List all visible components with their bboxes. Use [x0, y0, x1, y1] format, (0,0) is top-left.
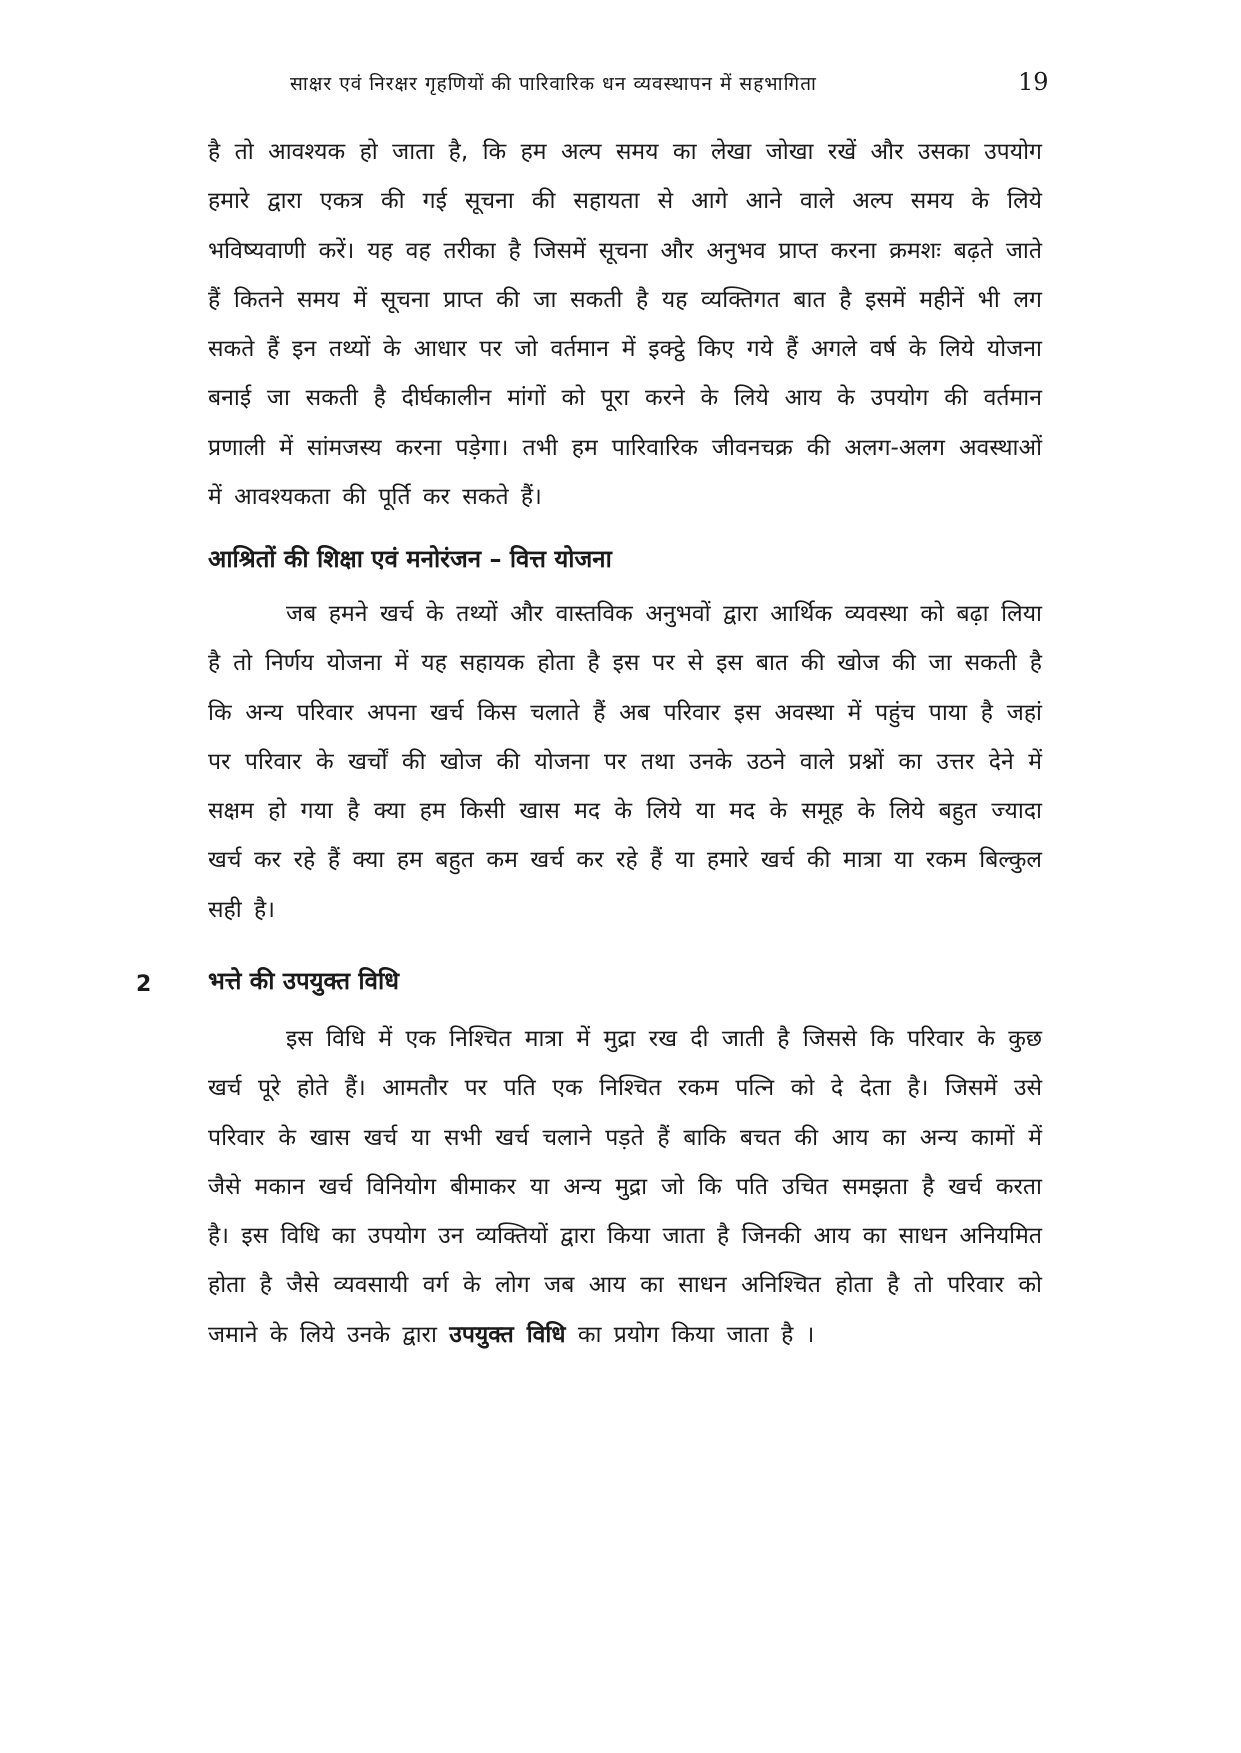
page-header [0, 70, 1241, 110]
section-heading-dependents-finance: आश्रितों की शिक्षा एवं मनोरंजन – वित्त योजना [208, 545, 612, 573]
paragraph-1-block [208, 128, 1042, 522]
running-title: साक्षर एवं निरक्षर गृहणियों की पारिवारिक धन व्यवस्थापन में सहभागिता [290, 73, 817, 95]
paragraph-1: है तो आवश्यक हो जाता है, कि हम अल्प समय का लेखा जोखा रखें और उसका उपयोग हमारे द्वारा एकत्र की गई सूचना की सहायता से आगे आने वाले अल्प समय के लिये भविष्यवाणी करें। यह वह तरीका है जिसमें सूचना और अनुभव प्राप्त करना क्रमशः बढ़ते जाते हैं कितने समय में सूचना प्राप्त की जा सकती है यह व्यक्तिगत बात है इसमें महीनें भी लग सकते हैं इन तथ्यों के आधार पर जो वर्तमान में इक्ट्ठे किए गये हैं अगले वर्ष के लिये योजना बनाई जा सकती है दीर्घकालीन मांगों को पूरा करने के लिये आय के उपयोग की वर्तमान प्रणाली में सांमजस्य करना पड़ेगा। तभी हम पारिवारिक जीवनचक्र की अलग-अलग अवस्थाओं में आवश्यकता की पूर्ति कर सकते हैं। [208, 139, 1042, 511]
paragraph-2-block [208, 590, 1042, 935]
bold-term: उपयुक्त विधि [449, 1321, 566, 1348]
section-heading-allowance-method: भत्ते की उपयुक्त विधि [208, 967, 399, 995]
paragraph-2: जब हमने खर्च के तथ्यों और वास्तविक अनुभवों द्वारा आर्थिक व्यवस्था को बढ़ा लिया है तो निर्णय योजना में यह सहायक होता है इस पर से इस बात की खोज की जा सकती है कि अन्य परिवार अपना खर्च किस चलाते हैं अब परिवार इस अवस्था में पहुंच पाया है जहां पर परिवार के खर्चों की खोज की योजना पर तथा उनके उठने वाले प्रश्नों का उत्तर देने में सक्षम हो गया है क्या हम किसी खास मद के लिये या मद के समूह के लिये बहुत ज्यादा खर्च कर रहे हैं क्या हम बहुत कम खर्च कर रहे हैं या हमारे खर्च की मात्रा या रकम बिल्कुल सही है। [208, 601, 1042, 923]
paragraph-3-text-start: इस विधि में एक निश्चित मात्रा में मुद्रा रख दी जाती है जिससे कि परिवार के कुछ खर्च पूरे होते हैं। आमतौर पर पति एक निश्चित रकम पत्नि को दे देता है। जिसमें उसे परिवार के खास खर्च या सभी खर्च चलाने पड़ते हैं बाकि बचत की आय का अन्य कामों में जैसे मकान खर्च विनियोग बीमाकर या अन्य मुद्रा जो कि पति उचित समझता है खर्च करता है। इस विधि का उपयोग उन व्यक्तियों द्वारा किया जाता है जिनकी आय का साधन अनियमित होता है जैसे व्यवसायी वर्ग के लोग जब आय का साधन अनिश्चित होता है तो परिवार को जमाने के लिये उनके द्वारा [208, 1026, 1042, 1348]
paragraph-3-text-end: का प्रयोग किया जाता है । [577, 1321, 815, 1348]
section-number: 2 [136, 972, 152, 997]
paragraph-3 [208, 1015, 1042, 1360]
page-number: 19 [1018, 68, 1049, 96]
paragraph-3-block [208, 1015, 1042, 1360]
